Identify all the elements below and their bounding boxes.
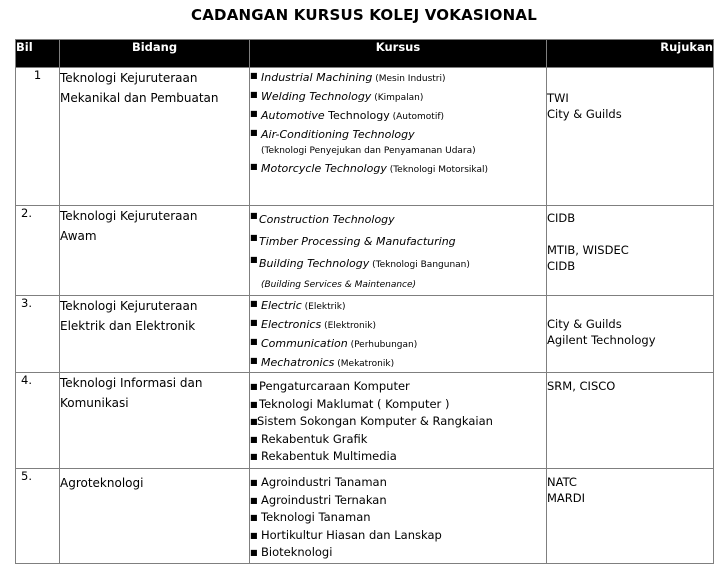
course-name: Agroindustri Ternakan bbox=[261, 492, 387, 507]
kursus-cell bbox=[250, 296, 547, 373]
course-name: Industrial Machining bbox=[261, 71, 373, 84]
course-name: Agroindustri Tanaman bbox=[261, 475, 387, 489]
rujukan-item: MARDI bbox=[547, 491, 586, 505]
bullet-icon: ■ bbox=[250, 495, 258, 505]
list-item bbox=[250, 413, 546, 431]
bullet-icon: ■ bbox=[250, 233, 258, 242]
bidang-line: Agroteknologi bbox=[60, 476, 144, 490]
row-number: 2. bbox=[16, 206, 60, 296]
list-item bbox=[250, 125, 546, 143]
bullet-icon: ■ bbox=[250, 382, 258, 391]
bullet-icon: ■ bbox=[250, 255, 258, 264]
bullet-icon: ■ bbox=[250, 478, 258, 487]
course-name: Electronics bbox=[261, 318, 322, 331]
course-name: Communication bbox=[261, 337, 348, 350]
course-note: (Automotif) bbox=[389, 112, 445, 122]
bullet-icon: ■ bbox=[250, 434, 258, 444]
list-item bbox=[250, 527, 546, 545]
list-item bbox=[250, 159, 546, 178]
list-item bbox=[250, 396, 546, 414]
list-item bbox=[250, 315, 546, 334]
bidang-line: Mekanikal dan Pembuatan bbox=[60, 91, 219, 105]
bidang-line: Teknologi Kejuruteraan bbox=[60, 209, 198, 223]
rujukan-cell bbox=[547, 206, 714, 296]
bidang-line: Teknologi Kejuruteraan bbox=[60, 71, 198, 85]
course-name: Bioteknologi bbox=[261, 545, 333, 559]
bullet-icon: ■ bbox=[250, 417, 258, 426]
bullet-icon: ■ bbox=[250, 356, 258, 365]
course-note: (Kimpalan) bbox=[371, 93, 424, 103]
course-name: Sistem Sokongan Komputer & Rangkaian bbox=[257, 414, 493, 428]
header-bil: Bil bbox=[16, 40, 60, 68]
table-row bbox=[16, 373, 714, 469]
course-name: Electric bbox=[261, 299, 302, 312]
bullet-icon: ■ bbox=[250, 162, 258, 171]
course-name: Welding Technology bbox=[261, 90, 372, 103]
course-name: Pengaturcaraan Komputer bbox=[259, 379, 410, 393]
course-table bbox=[15, 39, 714, 564]
row-number: 1 bbox=[16, 68, 60, 206]
course-name: Rekabentuk Multimedia bbox=[261, 449, 397, 463]
course-name: Rekabentuk Grafik bbox=[261, 431, 368, 446]
rujukan-cell bbox=[547, 469, 714, 564]
list-item bbox=[250, 353, 546, 372]
table-row bbox=[16, 469, 714, 564]
table-row bbox=[16, 68, 714, 206]
rujukan-item: SRM, CISCO bbox=[547, 379, 616, 393]
table-row bbox=[16, 296, 714, 373]
course-note-line: (Building Services & Maintenance) bbox=[261, 280, 417, 290]
list-item bbox=[250, 431, 546, 449]
rujukan-cell bbox=[547, 296, 714, 373]
header-bidang: Bidang bbox=[60, 40, 250, 68]
course-name: Air-Conditioning Technology bbox=[261, 128, 415, 141]
course-name: Building Technology bbox=[259, 257, 370, 270]
bidang-cell bbox=[60, 206, 250, 296]
bullet-icon: ■ bbox=[250, 337, 258, 346]
list-item bbox=[250, 230, 546, 252]
list-item bbox=[250, 296, 546, 315]
list-item bbox=[250, 208, 546, 230]
rujukan-item: City & Guilds bbox=[547, 107, 622, 121]
bullet-icon: ■ bbox=[250, 90, 258, 99]
bullet-icon: ■ bbox=[250, 211, 258, 220]
list-item bbox=[250, 334, 546, 353]
bullet-icon: ■ bbox=[250, 318, 258, 327]
rujukan-cell bbox=[547, 373, 714, 469]
course-name-suffix: Technology bbox=[324, 109, 390, 122]
bullet-icon: ■ bbox=[250, 71, 258, 80]
kursus-cell bbox=[250, 206, 547, 296]
bidang-line: Komunikasi bbox=[60, 396, 129, 410]
bidang-cell bbox=[60, 296, 250, 373]
list-item bbox=[250, 252, 546, 275]
course-name: Teknologi Maklumat ( Komputer ) bbox=[259, 396, 450, 411]
bullet-icon: ■ bbox=[250, 128, 258, 137]
bidang-line: Teknologi Kejuruteraan bbox=[60, 299, 198, 313]
bidang-line: Teknologi Informasi dan bbox=[60, 376, 203, 390]
course-note: (Mesin Industri) bbox=[372, 74, 446, 84]
rujukan-item: NATC bbox=[547, 475, 577, 489]
header-rujukan: Rujukan bbox=[547, 40, 714, 68]
rujukan-item: CIDB bbox=[547, 259, 576, 273]
bullet-icon: ■ bbox=[250, 452, 258, 461]
list-item bbox=[250, 87, 546, 106]
course-note: (Mekatronik) bbox=[334, 359, 395, 369]
bidang-line: Elektrik dan Elektronik bbox=[60, 319, 196, 333]
bullet-icon: ■ bbox=[250, 548, 258, 557]
list-item bbox=[250, 378, 546, 396]
kursus-cell bbox=[250, 469, 547, 564]
list-item bbox=[250, 474, 546, 492]
course-name: Automotive bbox=[261, 109, 325, 122]
bullet-icon: ■ bbox=[250, 399, 258, 409]
rujukan-cell bbox=[547, 68, 714, 206]
bidang-cell bbox=[60, 373, 250, 469]
bullet-icon: ■ bbox=[250, 530, 258, 540]
list-item bbox=[250, 68, 546, 87]
list-item bbox=[250, 106, 546, 125]
course-name: Construction Technology bbox=[259, 213, 395, 226]
course-note: (Teknologi Bangunan) bbox=[369, 260, 470, 270]
course-note: (Elektrik) bbox=[301, 302, 346, 312]
list-item bbox=[250, 492, 546, 510]
course-name: Hortikultur Hiasan dan Lanskap bbox=[261, 527, 442, 542]
rujukan-item: TWI bbox=[547, 91, 569, 105]
rujukan-item: City & Guilds bbox=[547, 317, 622, 331]
rujukan-item: Agilent Technology bbox=[547, 333, 656, 347]
header-row bbox=[16, 40, 714, 68]
bidang-cell bbox=[60, 469, 250, 564]
course-name: Mechatronics bbox=[261, 356, 335, 369]
course-name: Timber Processing & Manufacturing bbox=[259, 235, 456, 248]
row-number: 5. bbox=[16, 469, 60, 564]
bullet-icon: ■ bbox=[250, 513, 258, 522]
header-kursus: Kursus bbox=[250, 40, 547, 68]
course-name: Motorcycle Technology bbox=[261, 162, 387, 175]
list-item bbox=[250, 544, 546, 562]
bidang-cell bbox=[60, 68, 250, 206]
kursus-cell bbox=[250, 373, 547, 469]
bidang-line: Awam bbox=[60, 229, 97, 243]
rujukan-item: CIDB bbox=[547, 211, 576, 225]
page-title: CADANGAN KURSUS KOLEJ VOKASIONAL bbox=[191, 6, 537, 24]
course-note: (Perhubungan) bbox=[347, 340, 418, 350]
kursus-cell bbox=[250, 68, 547, 206]
list-item bbox=[250, 448, 546, 466]
course-note: (Teknologi Motorsikal) bbox=[386, 165, 489, 175]
course-note: (Elektronik) bbox=[321, 321, 376, 331]
bullet-icon: ■ bbox=[250, 109, 258, 118]
rujukan-item: MTIB, WISDEC bbox=[547, 243, 629, 257]
bullet-icon: ■ bbox=[250, 299, 258, 308]
row-number: 3. bbox=[16, 296, 60, 373]
course-name: Teknologi Tanaman bbox=[261, 510, 371, 524]
table-row bbox=[16, 206, 714, 296]
course-note-line: (Teknologi Penyejukan dan Penyamanan Udara) bbox=[261, 146, 476, 156]
list-item bbox=[250, 509, 546, 527]
row-number: 4. bbox=[16, 373, 60, 469]
